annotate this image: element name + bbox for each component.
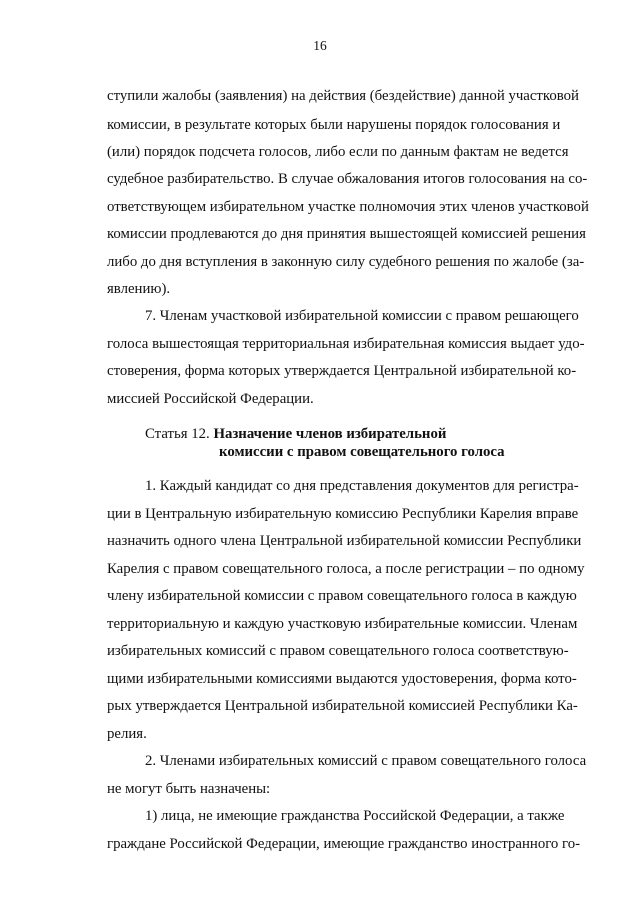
text-line: миссией Российской Федерации. <box>107 391 314 407</box>
text-line: комиссии, в результате которых были нарушены порядок голосования и <box>107 117 561 133</box>
article-title-continued: комиссии с правом совещательного голоса <box>219 444 505 460</box>
text-line: релия. <box>107 726 147 742</box>
text-line: щими избирательными комиссиями выдаются удостоверения, форма кото- <box>107 671 577 687</box>
article-number: Статья 12. <box>145 426 210 442</box>
article-title: Назначение членов избирательной <box>213 426 447 442</box>
text-line: голоса вышестоящая территориальная избирательная комиссия выдает удо- <box>107 336 585 352</box>
text-line: либо до дня вступления в законную силу судебного решения по жалобе (за- <box>107 254 585 270</box>
text-line: избирательных комиссий с правом совещательного голоса соответствую- <box>107 643 569 659</box>
text-line: территориальную и каждую участковую избирательные комиссии. Членам <box>107 616 578 632</box>
text-line: 7. Членам участковой избирательной комиссии с правом решающего <box>145 308 579 324</box>
text-line: назначить одного члена Центральной избирательной комиссии Республики <box>107 533 582 549</box>
text-line: рых утверждается Центральной избирательной комиссией Республики Ка- <box>107 698 578 714</box>
text-line: ции в Центральную избирательную комиссию Республики Карелия вправе <box>107 506 579 522</box>
text-line: ступили жалобы (заявления) на действия (бездействие) данной участковой <box>107 88 579 104</box>
text-line: стоверения, форма которых утверждается Центральной избирательной ко- <box>107 363 577 379</box>
text-line: 2. Членами избирательных комиссий с правом совещательного голоса <box>145 753 587 769</box>
text-line: члену избирательной комиссии с правом совещательного голоса в каждую <box>107 588 577 604</box>
text-line: Карелия с правом совещательного голоса, а после регистрации – по одному <box>107 561 585 577</box>
text-line: не могут быть назначены: <box>107 781 271 797</box>
text-line: 1) лица, не имеющие гражданства Российской Федерации, а также <box>145 808 565 824</box>
text-line: ответствующем избирательном участке полномочия этих членов участковой <box>107 199 589 215</box>
text-line: явлению). <box>107 281 171 297</box>
page-number: 16 <box>313 38 327 53</box>
text-line: (или) порядок подсчета голосов, либо если по данным фактам не ведется <box>107 144 569 160</box>
text-line: 1. Каждый кандидат со дня представления документов для регистра- <box>145 478 579 494</box>
text-line: комиссии продлеваются до дня принятия вышестоящей комиссией решения <box>107 226 586 242</box>
text-line: граждане Российской Федерации, имеющие гражданство иностранного го- <box>107 836 581 852</box>
text-line: судебное разбирательство. В случае обжалования итогов голосования на со- <box>107 171 588 187</box>
